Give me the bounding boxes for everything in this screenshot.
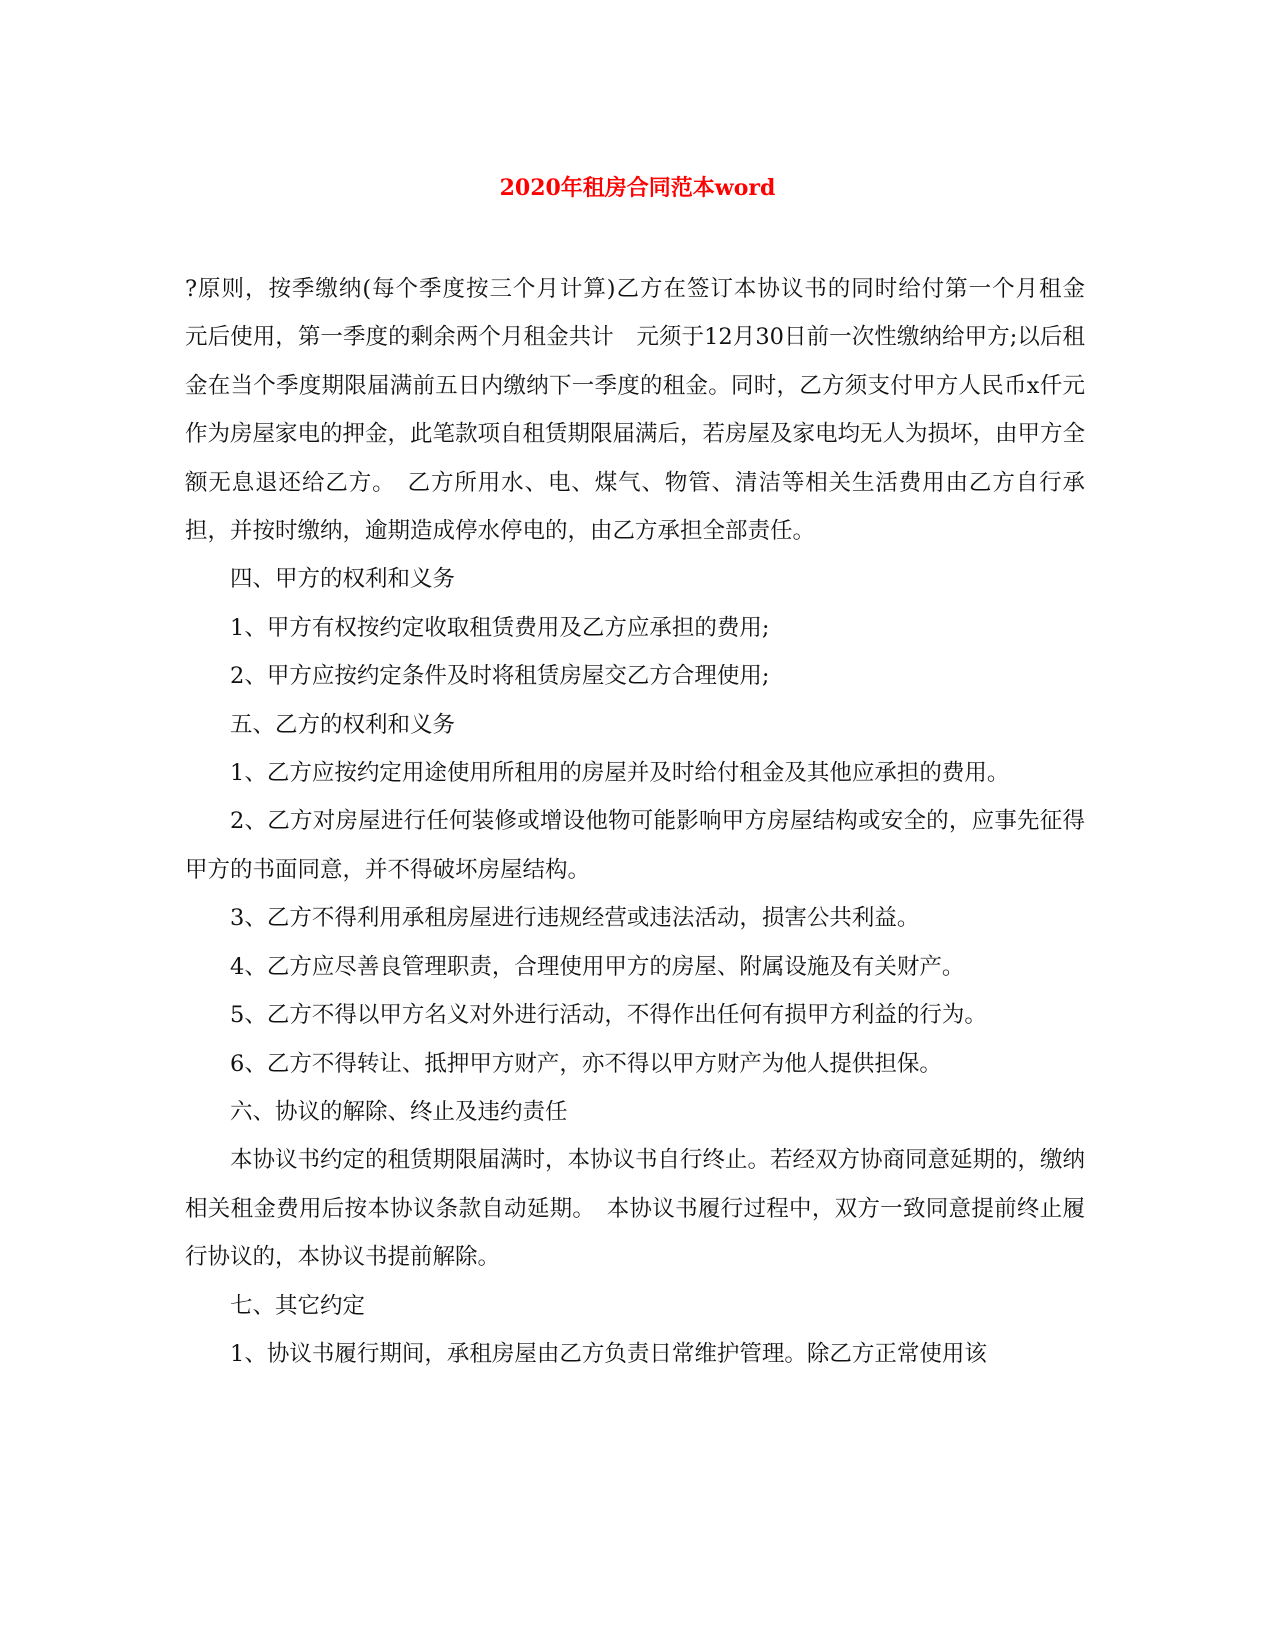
list-item: 1、协议书履行期间，承租房屋由乙方负责日常维护管理。除乙方正常使用该 [230, 1340, 987, 1367]
list-item: 5、乙方不得以甲方名义对外进行活动，不得作出任何有损甲方利益的行为。 [230, 1002, 987, 1029]
list-item: 1、乙方应按约定用途使用所租用的房屋并及时给付租金及其他应承担的费用。 [230, 760, 1010, 787]
section-heading-4: 四、甲方的权利和义务 [230, 566, 456, 593]
list-item: 1、甲方有权按约定收取租赁费用及乙方应承担的费用; [230, 614, 770, 641]
paragraph-rent-payment: ?原则，按季缴纳(每个季度按三个月计算)乙方在签订本协议书的同时给付第一个月租金 元后使用，第一季度的剩余两个月租金共计 元须于12月30日前一次性缴纳给甲方;以后租金在当个季度期限届满前五日内缴纳下一季度的租金。同时，乙方须支付甲方人民币x仟元作为房屋家电的押金，此笔款项自租赁期限届满后，若房屋及家电均无人为损坏，由甲方全额无息退还给乙方。 乙方所用水、电、煤气、物管、清洁等相关生活费用由乙方自行承担，并按时缴纳，逾期造成停水停电的，由乙方承担全部责任。 [185, 276, 1108, 545]
document-body [185, 265, 1108, 1378]
document-title: 2020年租房合同范本word [499, 175, 776, 201]
section-heading-6: 六、协议的解除、终止及违约责任 [230, 1098, 568, 1125]
paragraph-termination: 本协议书约定的租赁期限届满时，本协议书自行终止。若经双方协商同意延期的，缴纳相关租金费用后按本协议条款自动延期。 本协议书履行过程中，双方一致同意提前终止履行协议的，本协议书提前解除。 [185, 1147, 1086, 1271]
list-item: 3、乙方不得利用承租房屋进行违规经营或违法活动，损害公共利益。 [230, 905, 920, 932]
section-heading-5: 五、乙方的权利和义务 [230, 711, 456, 738]
list-item: 2、乙方对房屋进行任何装修或增设他物可能影响甲方房屋结构或安全的，应事先征得甲方的书面同意，并不得破坏房屋结构。 [185, 808, 1085, 883]
list-item: 2、甲方应按约定条件及时将租赁房屋交乙方合理使用; [230, 663, 770, 690]
list-item: 4、乙方应尽善良管理职责，合理使用甲方的房屋、附属设施及有关财产。 [230, 953, 965, 980]
list-item: 6、乙方不得转让、抵押甲方财产，亦不得以甲方财产为他人提供担保。 [230, 1050, 942, 1077]
section-heading-7: 七、其它约定 [230, 1292, 366, 1319]
